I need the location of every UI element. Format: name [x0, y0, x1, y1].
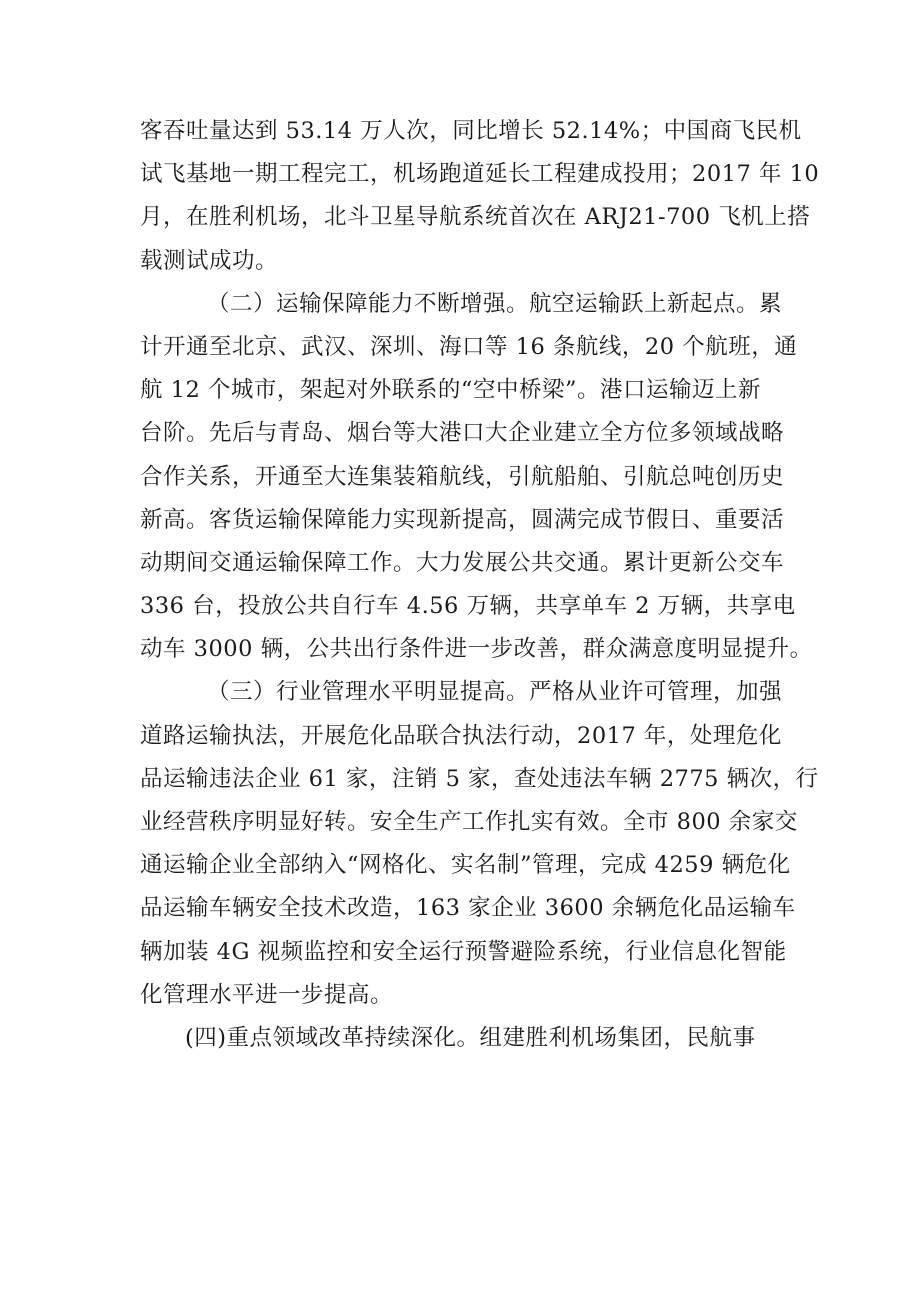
text-line: 客吞吐量达到 53.14 万人次，同比增长 52.14%；中国商飞民机: [140, 118, 802, 144]
text-line: 品运输违法企业 61 家，注销 5 家，查处违法车辆 2775 辆次，行: [140, 765, 819, 792]
text-line: 化管理水平进一步提高。: [140, 981, 394, 1008]
text-line: 计开通至北京、武汉、深圳、海口等 16 条航线，20 个航班，通: [140, 333, 798, 360]
text-line: 品运输车辆安全技术改造，163 家企业 3600 余辆危化品运输车: [140, 895, 796, 922]
text-line: 动期间交通运输保障工作。大力发展公共交通。累计更新公交车: [140, 549, 785, 576]
text-line: 辆加装 4G 视频监控和安全运行预警避险系统，行业信息化智能: [140, 938, 787, 965]
text-line: 月，在胜利机场，北斗卫星导航系统首次在 ARJ21-700 飞机上搭: [140, 204, 811, 231]
text-line: 336 台，投放公共自行车 4.56 万辆，共享单车 2 万辆，共享电: [140, 593, 796, 620]
text-line: 试飞基地一期工程完工，机场跑道延长工程建成投用；2017 年 10: [140, 161, 820, 188]
text-line: 合作关系，开通至大连集装箱航线，引航船舶、引航总吨创历史: [140, 463, 785, 490]
text-line: 新高。客货运输保障能力实现新提高，圆满完成节假日、重要活: [140, 506, 785, 533]
text-line: 业经营秩序明显好转。安全生产工作扎实有效。全市 800 余家交: [140, 809, 798, 835]
paragraph-heading-line: （二）运输保障能力不断增强。航空运输跃上新起点。累: [207, 290, 783, 317]
text-line: 航 12 个城市，架起对外联系的“空中桥梁”。港口运输迈上新: [140, 377, 761, 404]
text-line: 台阶。先后与青岛、烟台等大港口大企业建立全方位多领域战略: [140, 420, 785, 447]
paragraph-heading-line: (四)重点领域改革持续深化。组建胜利机场集团，民航事: [185, 1024, 756, 1051]
text-line: 道路运输执法，开展危化品联合执法行动，2017 年，处理危化: [140, 722, 782, 749]
document-body: [140, 110, 820, 1060]
paragraph-heading-line: （三）行业管理水平明显提高。严格从业许可管理，加强: [207, 679, 783, 706]
text-line: 载测试成功。: [140, 247, 279, 274]
text-line: 动车 3000 辆，公共出行条件进一步改善，群众满意度明显提升。: [140, 636, 813, 663]
text-line: 通运输企业全部纳入“网格化、实名制”管理，完成 4259 辆危化: [140, 852, 791, 879]
